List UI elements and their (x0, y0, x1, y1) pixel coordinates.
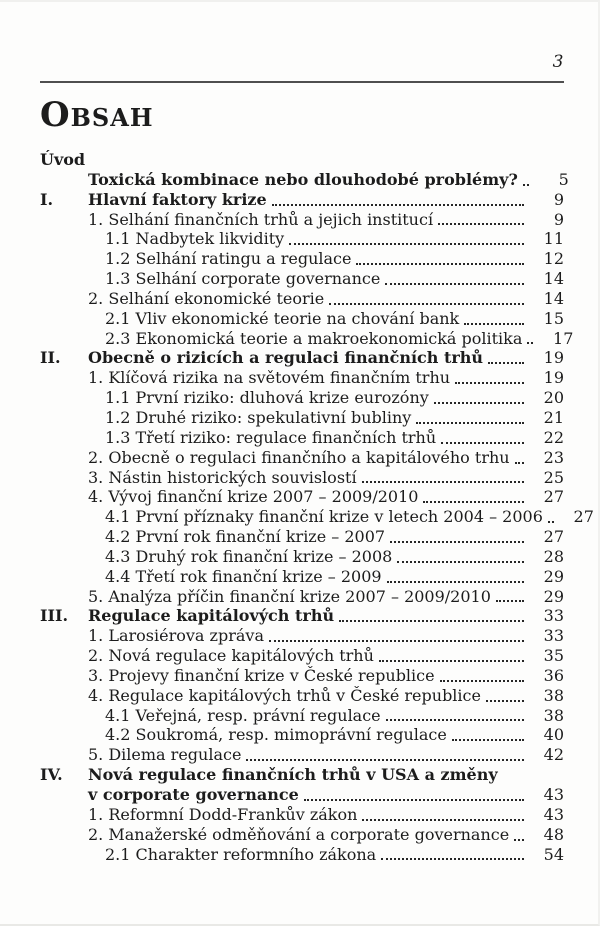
dot-leader (438, 223, 524, 225)
toc-entry-page: 14 (543, 288, 564, 308)
toc-entry (40, 289, 564, 309)
toc-entry-page: 48 (543, 824, 564, 844)
toc-entry-label: 2.3 Ekonomická teorie a makroekonomická politika (105, 328, 523, 348)
toc-entry (40, 686, 564, 706)
toc-entry (40, 725, 564, 745)
toc-entry-label: 5. Analýza příčin finanční krize 2007 – 2009/2010 (88, 586, 491, 606)
toc-entry (40, 368, 564, 388)
toc-entry (40, 468, 564, 488)
toc-entry-page: 23 (543, 447, 564, 467)
toc-entry-page: 43 (543, 785, 564, 804)
toc-entry-page: 33 (543, 626, 564, 646)
toc-entry-page: 27 (543, 487, 564, 507)
toc-entry-label: 4. Regulace kapitálových trhů v České republice (88, 685, 481, 705)
dot-leader (362, 481, 524, 483)
dot-leader (514, 839, 524, 841)
toc-entry-label: Toxická kombinace nebo dlouhodobé problémy? (88, 169, 518, 189)
dot-leader (434, 402, 524, 404)
toc-entry-label: Úvod (40, 150, 86, 169)
toc-entry-label: 1.1 První riziko: dluhová krize eurozóny (105, 388, 429, 408)
dot-leader (339, 620, 524, 622)
dot-leader (272, 204, 524, 206)
toc-entry-label: 3. Nástin historických souvislostí (88, 467, 357, 487)
toc-entry-page: 54 (543, 844, 564, 864)
toc-entry-page: 11 (543, 229, 564, 249)
page-number: 3 (552, 52, 564, 72)
toc-entry-page: 14 (543, 269, 564, 289)
toc-entry-label: 4.2 Soukromá, resp. mimoprávní regulace (105, 725, 447, 745)
toc-entry (40, 587, 564, 607)
toc-entry-page: 25 (543, 467, 564, 487)
toc-entry (40, 527, 564, 547)
toc-entry-page: 29 (543, 566, 564, 586)
toc-entry (40, 765, 564, 785)
toc-entry-label: 4.3 Druhý rok finanční krize – 2008 (105, 546, 393, 566)
toc-entry-number: III. (40, 606, 69, 626)
dot-leader (452, 739, 524, 741)
toc-entry-label: Nová regulace finančních trhů v USA a změny (88, 765, 498, 785)
toc-entry-number: IV. (40, 765, 63, 785)
toc-entry (40, 666, 564, 686)
toc-entry-label: 1. Klíčová rizika na světovém finančním trhu (88, 368, 451, 388)
toc-entry-label: 4.4 Třetí rok finanční krize – 2009 (105, 566, 382, 586)
toc-entry-page: 9 (553, 209, 564, 229)
toc-entry-page: 5 (558, 169, 569, 189)
toc-entry-page: 42 (543, 745, 564, 765)
toc-entry (40, 269, 564, 289)
toc-entry-page: 19 (543, 348, 564, 368)
dot-leader (289, 243, 524, 245)
page-header (40, 2, 564, 78)
toc-entry-page: 38 (543, 685, 564, 705)
toc-entry (40, 229, 564, 249)
toc-entry-page: 9 (553, 189, 564, 209)
toc-entry-number: II. (40, 348, 61, 368)
toc-entry-page: 17 (553, 328, 574, 348)
toc-entry-page: 40 (543, 725, 564, 745)
toc-entry-label: 2. Selhání ekonomické teorie (88, 288, 325, 308)
dot-leader (362, 819, 524, 821)
dot-leader (387, 581, 524, 583)
toc-entry-label: 2. Nová regulace kapitálových trhů (88, 646, 374, 666)
toc-entry (40, 606, 564, 626)
toc-entry-label: 1.3 Selhání corporate governance (105, 269, 381, 289)
toc-entry-label: 1.2 Selhání ratingu a regulace (105, 249, 352, 269)
toc-entry-label: 5. Dilema regulace (88, 745, 242, 765)
dot-leader (246, 759, 524, 761)
toc-entry-label: 1.1 Nadbytek likvidity (105, 229, 285, 249)
toc-entry-page: 35 (543, 646, 564, 666)
toc-entry-label: 1. Larosiérova zpráva (88, 626, 264, 646)
toc-entry-page: 20 (543, 388, 564, 408)
toc-entry (40, 567, 564, 587)
dot-leader (329, 303, 524, 305)
toc-entry-label: 1. Selhání finančních trhů a jejich institucí (88, 209, 434, 229)
toc-entry (40, 845, 564, 865)
toc-entry-page: 38 (543, 705, 564, 725)
toc-entry-page: 33 (543, 606, 564, 626)
dot-leader (496, 600, 524, 602)
toc-entry (40, 646, 564, 666)
toc-entry (40, 825, 564, 845)
toc-entry (40, 309, 564, 329)
dot-leader (441, 442, 524, 444)
toc-entry-label: 1.2 Druhé riziko: spekulativní bubliny (105, 407, 412, 427)
header-rule (40, 81, 564, 83)
dot-leader (548, 521, 554, 523)
toc-entry-page: 27 (573, 507, 594, 527)
dot-leader (488, 362, 524, 364)
dot-leader (390, 541, 524, 543)
toc-entry (40, 448, 564, 468)
toc-entry (40, 487, 564, 507)
dot-leader (356, 263, 524, 265)
dot-leader (269, 640, 524, 642)
toc-entry-label: 4.1 První příznaky finanční krize v letech 2004 – 2006 (105, 507, 543, 527)
dot-leader (464, 323, 524, 325)
toc-entry-label: 4.2 První rok finanční krize – 2007 (105, 527, 386, 547)
toc-entry-page: 15 (543, 308, 564, 328)
dot-leader (379, 660, 524, 662)
toc-entry-label: 1.3 Třetí riziko: regulace finančních trhů (105, 427, 437, 447)
toc-entry (40, 428, 564, 448)
dot-leader (440, 680, 524, 682)
dot-leader (416, 422, 524, 424)
dot-leader (423, 501, 524, 503)
toc-entry-label: v corporate governance (88, 785, 299, 804)
table-of-contents (40, 150, 594, 864)
toc-entry-page: 28 (543, 546, 564, 566)
dot-leader (304, 799, 524, 801)
toc-entry-label: 2. Obecně o regulaci finančního a kapitálového trhu (88, 447, 510, 467)
toc-entry-page: 29 (543, 586, 564, 606)
toc-entry-label: 4.1 Veřejná, resp. právní regulace (105, 705, 381, 725)
toc-entry-page: 21 (543, 407, 564, 427)
toc-entry (40, 388, 564, 408)
toc-entry-page: 19 (543, 368, 564, 388)
toc-entry (40, 626, 564, 646)
toc-entry (40, 785, 564, 805)
toc-entry (40, 249, 564, 269)
dot-leader (486, 700, 524, 702)
toc-entry (40, 805, 564, 825)
toc-entry-label: Regulace kapitálových trhů (88, 606, 335, 626)
toc-entry (40, 745, 564, 765)
toc-entry-page: 22 (543, 427, 564, 447)
toc-entry (40, 547, 564, 567)
toc-entry (40, 190, 564, 210)
dot-leader (523, 184, 529, 186)
toc-entry (40, 328, 574, 349)
toc-entry (40, 210, 564, 230)
toc-entry-label: Hlavní faktory krize (88, 189, 267, 209)
toc-entry-label: 1. Reformní Dodd-Frankův zákon (88, 804, 358, 824)
toc-entry-label: 2.1 Charakter reformního zákona (105, 844, 377, 864)
dot-leader (397, 561, 524, 563)
toc-entry-page: 12 (543, 249, 564, 269)
toc-entry-page: 43 (543, 804, 564, 824)
dot-leader (386, 719, 524, 721)
dot-leader (455, 382, 524, 384)
toc-entry-page: 36 (543, 665, 564, 685)
toc-entry (40, 507, 594, 527)
toc-entry (40, 408, 564, 428)
toc-entry (40, 169, 569, 190)
dot-leader (527, 342, 533, 344)
page-title: Obsah (40, 95, 154, 135)
toc-entry (40, 150, 564, 170)
toc-entry-number: I. (40, 189, 54, 209)
toc-entry-label: Obecně o rizicích a regulaci finančních trhů (88, 348, 484, 368)
toc-entry-label: 2. Manažerské odměňování a corporate governance (88, 824, 510, 844)
toc-entry (40, 706, 564, 726)
toc-entry-label: 3. Projevy finanční krize v České republice (88, 665, 435, 685)
dot-leader (385, 283, 524, 285)
toc-entry (40, 348, 564, 368)
toc-entry-page: 27 (543, 527, 564, 547)
dot-leader (381, 858, 524, 860)
toc-entry-label: 2.1 Vliv ekonomické teorie na chování bank (105, 308, 460, 328)
dot-leader (515, 462, 524, 464)
toc-entry-label: 4. Vývoj finanční krize 2007 – 2009/2010 (88, 487, 419, 507)
